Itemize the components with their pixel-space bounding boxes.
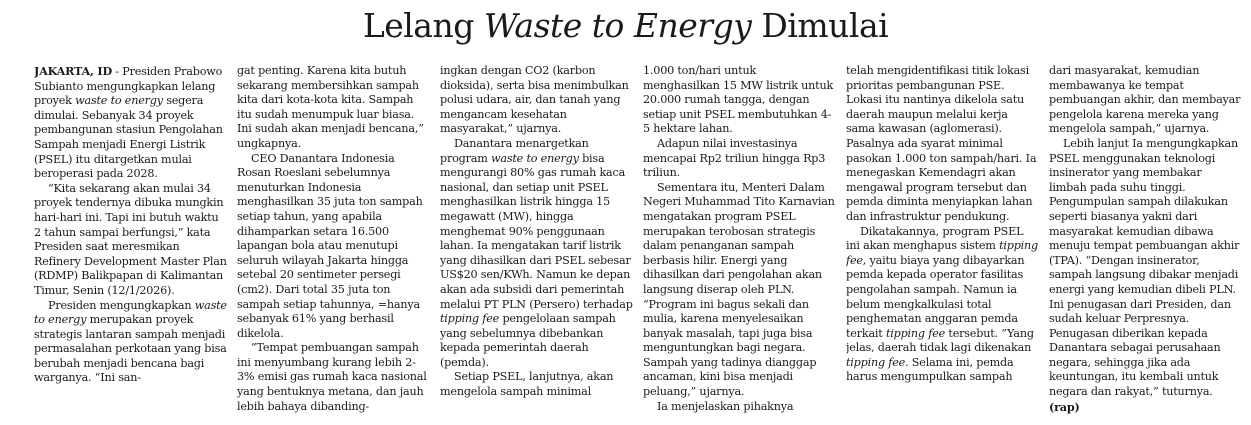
- text-run: Presiden mengungkapkan: [48, 298, 195, 312]
- article-paragraph: [643, 64, 836, 137]
- italic-term: tipping fee: [440, 312, 500, 326]
- author-initials: (rap): [1049, 399, 1080, 414]
- text-run: “Kita sekarang akan mulai 34 proyek tendernya dibuka mungkin hari-hari ini. Tapi ini butuh waktu 2 tahun sampai berfungsi,” kata Presiden saat meresmikan Refinery Development Master Plan (RDMP) Balikpapan di Kalimantan Timur, Senin (12/1/2026).: [34, 181, 227, 297]
- text-run: , yaitu biaya yang dibayarkan pemda kepada operator fasilitas pengolahan sampah. Namun ia belum mengkalkulasi total penghematan anggaran pemda terkait: [846, 253, 1025, 340]
- article-paragraph: [237, 341, 430, 414]
- text-run: telah mengidentifikasi titik lokasi prioritas pembangunan PSE. Lokasi itu nantinya dikelola satu daerah maupun melalui kerja sama kawasan (aglomerasi). Pasalnya ada syarat minimal pasokan 1.000 ton sampah/hari. Ia menegaskan Kemendagri akan mengawal program tersebut dan pemda diminta menyiapkan lahan dan infrastruktur pendukung.: [846, 64, 1037, 223]
- headline-prefix: Lelang: [362, 6, 484, 45]
- italic-term: tipping fee: [846, 355, 906, 369]
- article-column: [846, 64, 1039, 422]
- article-column: [34, 64, 227, 422]
- article-column: [237, 64, 430, 422]
- article-column: [440, 64, 633, 422]
- article-paragraph: [1049, 137, 1242, 415]
- article-paragraph: [846, 64, 1039, 225]
- article-body: [34, 64, 1241, 422]
- article-paragraph: [237, 64, 430, 152]
- text-run: - Presiden Prabowo Subianto mengungkapkan lelang proyek: [34, 65, 223, 108]
- text-run: tersebut. “Yang jelas, daerah tidak lagi dikenakan: [846, 326, 1034, 355]
- text-run: gat penting. Karena kita butuh sekarang membersihkan sampah kita dari kota-kota kita. Sampah itu sudah menumpuk luar biasa. Ini sudah akan menjadi bencana,” ungkapnya.: [237, 64, 424, 150]
- headline-emphasis: Waste to Energy: [483, 6, 752, 45]
- article-paragraph: [1049, 64, 1242, 137]
- headline-suffix: Dimulai: [751, 6, 889, 45]
- article-paragraph: [643, 137, 836, 181]
- text-run: bisa mengurangi 80% gas rumah kaca nasional, dan setiap unit PSEL menghasilkan listrik hingga 15 megawatt (MW), hingga menghemat 90% penggunaan lahan. Ia mengatakan tarif listrik yang dihasilkan dari PSEL sebesar US$20 sen/KWh. Namun ke depan akan ada subsidi dari pemerintah melalui PT PLN (Persero) terhadap: [440, 151, 633, 311]
- text-run: “Tempat pembuangan sampah ini menyumbang kurang lebih 2-3% emisi gas rumah kaca nasional yang bentuknya metana, dan jauh lebih bahaya dibanding-: [237, 341, 427, 413]
- article-paragraph: [643, 400, 836, 415]
- text-run: pengelolaan sampah yang sebelumnya dibebankan kepada pemerintah daerah (pemda).: [440, 312, 616, 369]
- article-paragraph: [34, 64, 227, 182]
- text-run: 1.000 ton/hari untuk menghasilkan 15 MW listrik untuk 20.000 rumah tangga, dengan setiap unit PSEL membutuhkan 4-5 hektare lahan.: [643, 64, 834, 136]
- article-column: [1049, 64, 1242, 422]
- text-run: dari masyarakat, kemudian membawanya ke tempat pembuangan akhir, dan membayar pengelola karena mereka yang mengelola sampah,” ujarnya.: [1049, 64, 1241, 136]
- article-paragraph: [643, 181, 836, 400]
- text-run: Setiap PSEL, lanjutnya, akan mengelola sampah minimal: [440, 370, 614, 399]
- article-paragraph: [440, 64, 633, 137]
- article-paragraph: [440, 370, 633, 399]
- text-run: merupakan proyek strategis lantaran sampah menjadi permasalahan perkotaan yang bisa berubah menjadi bencana bagi warganya. “Ini san-: [34, 313, 227, 385]
- italic-term: waste to energy: [34, 298, 227, 327]
- text-run: . Selama ini, pemda harus mengumpulkan sampah: [846, 355, 1014, 384]
- italic-term: tipping fee: [846, 239, 1039, 267]
- text-run: segera dimulai. Sebanyak 34 proyek pembangunan stasiun Pengolahan Sampah menjadi Energi Listrik (PSEL) itu ditargetkan mulai beroperasi pada 2028.: [34, 94, 223, 181]
- italic-term: waste to energy: [491, 151, 579, 165]
- article-paragraph: [34, 299, 227, 387]
- dateline: JAKARTA, ID: [34, 64, 112, 78]
- article-paragraph: [440, 137, 633, 371]
- text-run: Lebih lanjut Ia mengungkapkan PSEL menggunakan teknologi insinerator yang membakar limbah pada suhu tinggi. Pengumpulan sampah dilakukan seperti biasanya yakni dari masyarakat kemudian dibawa menuju tempat pembuangan akhir (TPA). “Dengan insinerator, sampah langsung dibakar menjadi energi yang kemudian dibeli PLN. Ini penugasan dari Presiden, dan sudah keluar Perpresnya. Penugasan diberikan kepada Danantara sebagai perusahaan negara, sehingga jika ada keuntungan, itu kembali untuk negara dan rakyat,” tuturnya.: [1049, 136, 1240, 399]
- text-run: Danantara menargetkan program: [440, 136, 589, 165]
- text-run: Adapun nilai investasinya mencapai Rp2 triliun hingga Rp3 triliun.: [643, 136, 826, 180]
- text-run: ingkan dengan CO2 (karbon dioksida), serta bisa menimbulkan polusi udara, air, dan tanah yang mengancam kesehatan masyarakat,” ujarnya.: [440, 64, 629, 136]
- article-column: [643, 64, 836, 422]
- italic-term: tipping fee: [885, 326, 946, 340]
- italic-term: waste to energy: [75, 94, 163, 108]
- article-paragraph: [846, 225, 1039, 386]
- article-paragraph: [34, 182, 227, 299]
- text-run: Ia menjelaskan pihaknya: [657, 399, 794, 413]
- article-paragraph: [237, 152, 430, 342]
- text-run: CEO Danantara Indonesia Rosan Roeslani sebelumnya menuturkan Indonesia menghasilkan 35 juta ton sampah setiap tahun, yang apabila dihamparkan setara 16.500 lapangan bola atau menutupi seluruh wilayah Jakarta hingga setebal 20 sentimeter persegi (cm2). Dari total 35 juta ton sampah setiap tahunnya, =hanya sebanyak 61% yang berhasil dikelola.: [237, 151, 423, 340]
- text-run: Dikatakannya, program PSEL ini akan menghapus sistem: [846, 224, 1024, 253]
- headline: [0, 6, 1251, 46]
- text-run: Sementara itu, Menteri Dalam Negeri Muhammad Tito Karnavian mengatakan program PSEL merupakan terobosan strategis dalam penanganan sampah berbasis hilir. Energi yang dihasilkan dari pengolahan akan langsung diserap oleh PLN. “Program ini bagus sekali dan mulia, karena menyelesaikan banyak masalah, tapi juga bisa menguntungkan bagi negara. Sampah yang tadinya dianggap ancaman, kini bisa menjadi peluang,” ujarnya.: [643, 180, 835, 399]
